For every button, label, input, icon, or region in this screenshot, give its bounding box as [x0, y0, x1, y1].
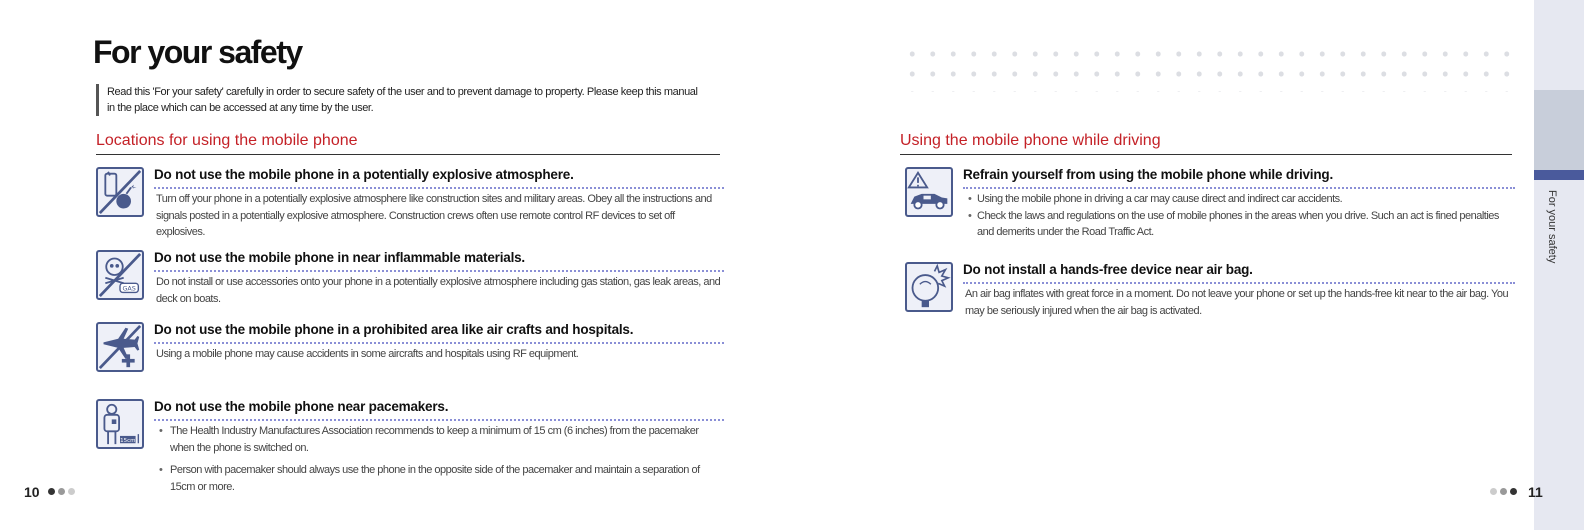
svg-text:15cm: 15cm	[120, 437, 136, 444]
page-dots-right	[1490, 488, 1517, 495]
page-number-right: 11	[1528, 484, 1543, 500]
pacemaker-icon	[96, 399, 144, 449]
safety-item-inflammable	[96, 250, 724, 306]
item-title: Do not use the mobile phone in near inflammable materials.	[154, 250, 724, 272]
list-item: • Check the laws and regulations on the use of mobile phones in the areas when you drive. Such an act is fined penalties and demerits under the Road Traffic Act.	[965, 208, 1515, 241]
side-strip-block	[1534, 90, 1584, 170]
aircraft-hospital-icon	[96, 322, 144, 372]
side-strip	[1534, 0, 1584, 530]
svg-text:GAS: GAS	[122, 284, 136, 293]
item-body	[965, 191, 1515, 241]
item-title: Do not use the mobile phone in a potentially explosive atmosphere.	[154, 167, 724, 189]
page-dots-left	[48, 488, 75, 495]
item-title: Do not use the mobile phone near pacemakers.	[154, 399, 724, 421]
section-heading-driving: Using the mobile phone while driving	[900, 132, 1512, 155]
decorative-dot-grid	[902, 44, 1522, 92]
bullet-list	[965, 191, 1515, 241]
safety-item-pacemaker	[96, 399, 724, 505]
item-body	[156, 423, 724, 501]
inflammable-materials-icon	[96, 250, 144, 300]
page-number-left: 10	[24, 484, 40, 500]
intro-text: Read this 'For your safety' carefully in order to secure safety of the user and to prevent damage to property. Please keep this manual in the place which can be accessed at any time by the user.	[96, 84, 707, 116]
side-tab-label: For your safety	[1546, 190, 1558, 264]
list-item: • Using the mobile phone in driving a car may cause direct and indirect car accidents.	[965, 191, 1515, 208]
safety-item-air-bag	[905, 262, 1515, 318]
safety-item-prohibited-area	[96, 322, 724, 378]
bullet-list	[156, 423, 724, 495]
section-heading-locations: Locations for using the mobile phone	[96, 132, 720, 155]
item-title: Refrain yourself from using the mobile phone while driving.	[963, 167, 1515, 189]
safety-item-explosive	[96, 167, 724, 239]
item-body: Turn off your phone in a potentially explosive atmosphere like construction sites and military areas. Obey all the instructions and signals posted in a potentially explosive atmosphere. Construction crews often use remote control RF devices to set off explosives.	[156, 193, 712, 238]
page-title: For your safety	[93, 34, 302, 70]
list-item: • Person with pacemaker should always use the phone in the opposite side of the pacemaker and maintain a separation of 15cm or more.	[156, 462, 724, 495]
list-item: • The Health Industry Manufactures Association recommends to keep a minimum of 15 cm (6 inches) from the pacemaker when the phone is switched on.	[156, 423, 724, 456]
side-tab-marker	[1534, 170, 1584, 180]
item-title: Do not use the mobile phone in a prohibited area like air crafts and hospitals.	[154, 322, 724, 344]
air-bag-icon	[905, 262, 953, 312]
item-body: An air bag inflates with great force in a moment. Do not leave your phone or set up the hands-free kit near to the air bag. You may be seriously injured when the air bag is activated.	[965, 288, 1509, 317]
item-body: Using a mobile phone may cause accidents in some aircrafts and hospitals using RF equipment.	[156, 348, 579, 360]
item-title: Do not install a hands-free device near air bag.	[963, 262, 1515, 284]
safety-item-driving	[905, 167, 1515, 251]
explosive-atmosphere-icon	[96, 167, 144, 217]
item-body: Do not install or use accessories onto your phone in a potentially explosive atmosphere including gas station, gas leak areas, and deck on boats.	[156, 276, 721, 305]
driving-warning-icon	[905, 167, 953, 217]
